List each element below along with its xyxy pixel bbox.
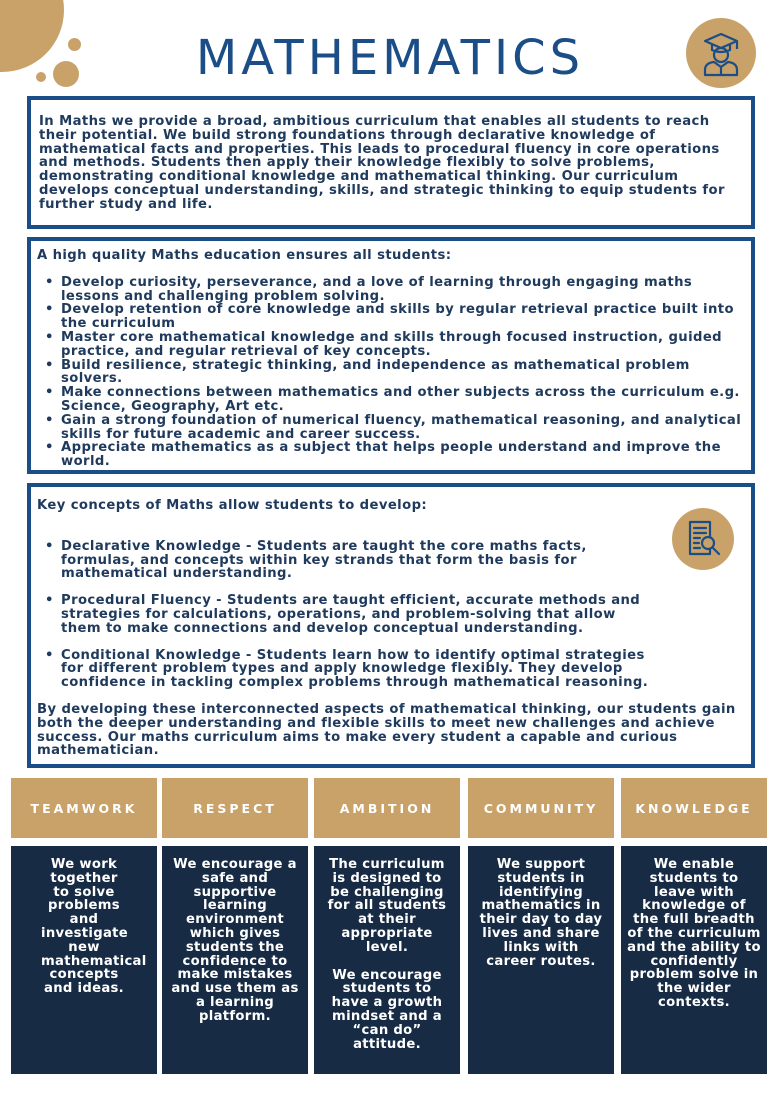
concepts-badge <box>672 508 734 570</box>
value-body-ambition <box>314 846 460 1074</box>
intro-box <box>27 96 755 229</box>
education-box <box>27 237 755 474</box>
list-item: • Master core mathematical knowledge and skills through focused instruction, guided practice, and regular retrieval of key concepts. <box>61 331 745 359</box>
header-badge <box>686 18 756 88</box>
value-body-knowledge <box>621 846 767 1074</box>
education-heading: A high quality Maths education ensures all students: <box>37 248 452 263</box>
value-header-knowledge: KNOWLEDGE <box>621 778 767 838</box>
list-item: • Appreciate mathematics as a subject that helps people understand and improve the world. <box>61 441 745 469</box>
list-item: • Declarative Knowledge - Students are taught the core maths facts, formulas, and concepts within key strands that form the basis for mathematical understanding. <box>61 540 660 581</box>
value-header-teamwork: TEAMWORK <box>11 778 157 838</box>
list-item: • Procedural Fluency - Students are taught efficient, accurate methods and strategies for calculations, operations, and problem-solving that allow them to make connections and develop conceptual understanding. <box>61 594 660 635</box>
value-text: We support students in identifying mathematics in their day to day lives and share links with career routes. <box>479 857 603 969</box>
concepts-list <box>37 540 745 690</box>
value-header-respect: RESPECT <box>162 778 308 838</box>
page-title: MATHEMATICS <box>195 30 585 86</box>
concepts-closing: By developing these interconnected aspects of mathematical thinking, our students gain both the deeper understanding and flexible skills to meet new challenges and achieve success. Our maths curriculum aims to make every student a capable and curious mathematician. <box>37 701 736 759</box>
value-text: We encourage a safe and supportive learning environment which gives students the confidence to make mistakes and use them as a learning platform. <box>171 857 299 1024</box>
value-header-ambition: AMBITION <box>314 778 460 838</box>
value-text: The curriculum is designed to be challenging for all students at their appropriate level. <box>327 857 447 955</box>
value-text-secondary: We encourage students to have a growth mindset and a “can do” attitude. <box>331 967 443 1052</box>
list-item: • Make connections between mathematics and other subjects across the curriculum e.g. Science, Geography, Art etc. <box>61 386 745 414</box>
concepts-heading: Key concepts of Maths allow students to develop: <box>37 498 428 513</box>
list-item: • Build resilience, strategic thinking, and independence as mathematical problem solvers. <box>61 359 745 387</box>
graduate-icon <box>695 27 747 79</box>
value-text: We enable students to leave with knowledge of the full breadth of the curriculum and the ability to confidently problem solve in the wider contexts. <box>627 857 761 1010</box>
list-item: • Conditional Knowledge - Students learn how to identify optimal strategies for different problem types and apply knowledge flexibly. They develop confidence in tackling complex problems through mathematical reasoning. <box>61 649 660 690</box>
value-text: We work together to solve problems and investigate new mathematical concepts and ideas. <box>41 857 147 997</box>
value-body-respect <box>162 846 308 1074</box>
list-item: • Develop retention of core knowledge and skills by regular retrieval practice built into the curriculum <box>61 303 745 331</box>
value-body-community <box>468 846 614 1074</box>
intro-text: In Maths we provide a broad, ambitious curriculum that enables all students to reach their potential. We build strong foundations through declarative knowledge of mathematical facts and properties. This leads to procedural fluency in core operations and methods. Students then apply their knowledge flexibly to solve problems, demonstrating conditional knowledge and mathematical thinking. Our curriculum develops conceptual understanding, skills, and strategic thinking to equip students for further study and life. <box>39 114 725 212</box>
education-list <box>37 276 745 469</box>
value-body-teamwork <box>11 846 157 1074</box>
list-item: • Gain a strong foundation of numerical fluency, mathematical reasoning, and analytical skills for future academic and career success. <box>61 414 745 442</box>
value-header-community: COMMUNITY <box>468 778 614 838</box>
concepts-box <box>27 483 755 768</box>
document-search-icon <box>682 518 724 560</box>
list-item: • Develop curiosity, perseverance, and a love of learning through engaging maths lessons and challenging problem solving. <box>61 276 745 304</box>
